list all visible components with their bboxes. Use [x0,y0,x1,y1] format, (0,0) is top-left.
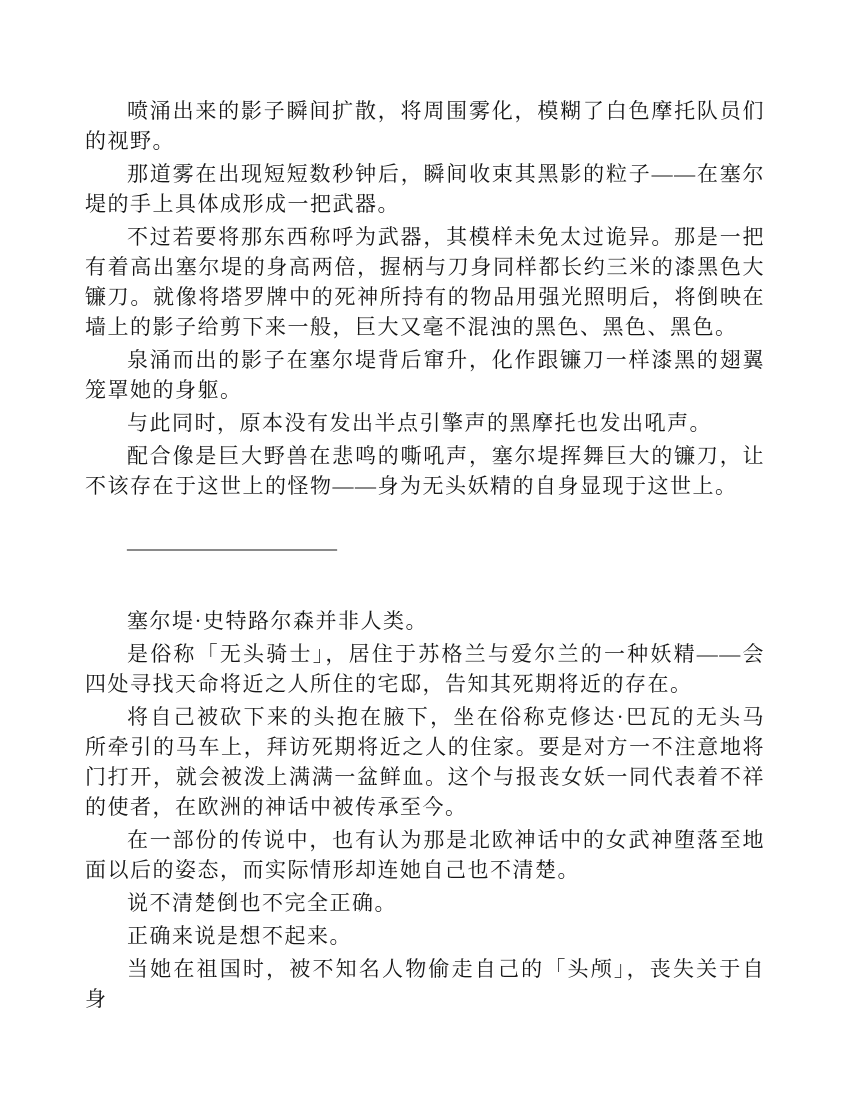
paragraph: 在一部份的传说中，也有认为那是北欧神话中的女武神堕落至地面以后的姿态，而实际情形却连她自己也不清楚。 [85,828,765,882]
paragraph: 将自己被砍下来的头抱在腋下，坐在俗称克修达·巴瓦的无头马所牵引的马车上，拜访死期将近之人的住家。要是对方一不注意地将门打开，就会被泼上满满一盆鲜血。这个与报丧女妖一同代表着不祥的使者，在欧洲的神话中被传承至今。 [85,705,765,819]
paragraph: 当她在祖国时，被不知名人物偷走自己的「头颅」，丧失关于自身 [85,957,765,1011]
paragraph: 与此同时，原本没有发出半点引擎声的黑摩托也发出吼声。 [127,411,712,435]
paragraph: 配合像是巨大野兽在悲鸣的嘶吼声，塞尔堤挥舞巨大的镰刀，让不该存在于这世上的怪物——身为无头妖精的自身显现于这世上。 [85,444,765,498]
paragraph: 正确来说是想不起来。 [127,924,352,948]
section-divider: —————————— [127,536,337,560]
paragraph: 那道雾在出现短短数秒钟后，瞬间收束其黑影的粒子——在塞尔堤的手上具体成形成一把武器。 [85,162,765,216]
paragraph: 不过若要将那东西称呼为武器，其模样未免太过诡异。那是一把有着高出塞尔堤的身高两倍，握柄与刀身同样都长约三米的漆黑色大镰刀。就像将塔罗牌中的死神所持有的物品用强光照明后，将倒映在墙上的影子给剪下来一般，巨大又毫不混浊的黑色、黑色、黑色。 [85,225,765,339]
paragraph: 喷涌出来的影子瞬间扩散，将周围雾化，模糊了白色摩托队员们的视野。 [85,99,765,153]
paragraph: 塞尔堤·史特路尔森并非人类。 [127,609,428,633]
paragraph: 是俗称「无头骑士」，居住于苏格兰与爱尔兰的一种妖精——会四处寻找天命将近之人所住的宅邸，告知其死期将近的存在。 [85,642,765,696]
paragraph: 说不清楚倒也不完全正确。 [127,891,397,915]
paragraph: 泉涌而出的影子在塞尔堤背后窜升，化作跟镰刀一样漆黑的翅翼笼罩她的身躯。 [85,348,765,402]
